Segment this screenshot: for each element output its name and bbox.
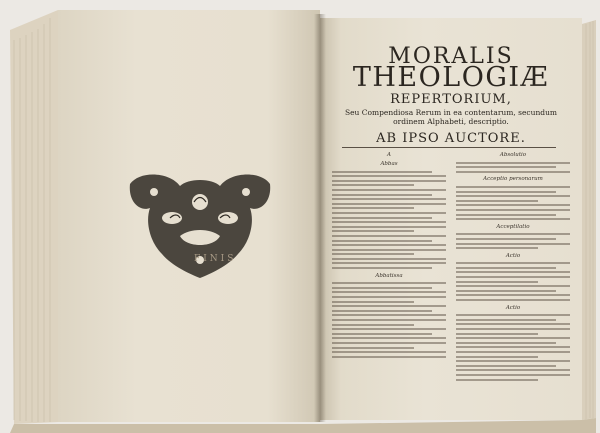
text-line [332, 324, 414, 326]
text-line [456, 319, 556, 321]
text-line [456, 365, 556, 367]
text-line [332, 226, 446, 228]
text-line [456, 346, 570, 348]
text-line [456, 294, 570, 296]
title-line-3: REPERTORIUM, [390, 92, 512, 107]
index-column-right [456, 150, 570, 383]
text-line [456, 171, 570, 173]
text-line [456, 247, 538, 249]
text-line [332, 212, 446, 214]
text-line [456, 243, 570, 245]
text-line [332, 253, 414, 255]
text-line [332, 230, 414, 232]
section-heading: Actio [505, 252, 521, 259]
text-line [332, 235, 446, 237]
text-line [332, 267, 432, 269]
title-line-2: THEOLOGIÆ [352, 62, 550, 93]
text-line [332, 240, 432, 242]
text-line [332, 175, 446, 177]
index-column-left [332, 150, 446, 360]
text-line [332, 337, 446, 339]
text-line [332, 328, 446, 330]
text-line [332, 351, 446, 353]
title-line-1: MORALIS [388, 44, 514, 69]
text-line [456, 379, 538, 381]
text-line [332, 310, 432, 312]
text-line [456, 262, 570, 264]
ornament-tailpiece [110, 162, 290, 282]
text-line [332, 291, 446, 293]
text-line [456, 191, 556, 193]
text-line [456, 267, 556, 269]
text-line [332, 319, 446, 321]
text-line [332, 333, 432, 335]
text-line [332, 356, 446, 358]
author-line: AB IPSO AUCTORE. [376, 131, 526, 146]
title-rule [342, 147, 556, 148]
text-line [456, 299, 570, 301]
text-line [332, 301, 414, 303]
text-line [332, 342, 446, 344]
text-line [456, 186, 570, 188]
text-line [456, 271, 570, 273]
text-line [456, 285, 570, 287]
subtitle: Seu Compendiosa Rerum in ea contentarum, secundum ordinem Alphabeti, descriptio. [344, 108, 558, 126]
text-line [456, 166, 556, 168]
section-heading: Actio [505, 304, 521, 311]
text-line [456, 337, 570, 339]
text-line [332, 305, 446, 307]
text-line [332, 217, 432, 219]
text-line [456, 204, 570, 206]
section-heading: A [387, 152, 391, 158]
text-line [456, 342, 556, 344]
text-line [456, 281, 538, 283]
text-line [332, 258, 446, 260]
text-line [332, 198, 446, 200]
text-line [332, 203, 446, 205]
text-line [456, 360, 570, 362]
text-line [456, 200, 538, 202]
text-line [332, 184, 414, 186]
text-line [456, 209, 570, 211]
finis-label: FINIS [194, 254, 237, 264]
text-line [332, 262, 446, 264]
text-line [332, 314, 446, 316]
text-line [456, 214, 556, 216]
text-line [332, 296, 446, 298]
text-line [332, 189, 446, 191]
text-line [456, 290, 556, 292]
section-heading: Acceptio personarum [483, 176, 543, 183]
text-line [456, 369, 570, 371]
text-line [332, 249, 446, 251]
text-line [332, 180, 446, 182]
text-line [456, 356, 538, 358]
text-line [332, 194, 432, 196]
section-heading: Acceptilatio [496, 223, 530, 230]
section-heading: Absolutio [499, 152, 527, 158]
text-line [332, 221, 446, 223]
text-line [456, 323, 570, 325]
text-line [456, 195, 570, 197]
text-line [456, 238, 556, 240]
text-line [332, 207, 414, 209]
section-heading: Abbatissa [375, 272, 403, 279]
text-line [456, 218, 570, 220]
text-line [456, 333, 538, 335]
text-line [456, 233, 570, 235]
text-line [456, 314, 570, 316]
text-line [456, 374, 570, 376]
text-line [456, 328, 570, 330]
text-line [456, 276, 570, 278]
text-line [332, 282, 446, 284]
text-line [332, 244, 446, 246]
text-line [456, 162, 570, 164]
text-line [332, 347, 414, 349]
text-line [456, 351, 570, 353]
text-line [332, 171, 432, 173]
section-heading: Abbas [380, 161, 398, 167]
text-line [332, 287, 432, 289]
